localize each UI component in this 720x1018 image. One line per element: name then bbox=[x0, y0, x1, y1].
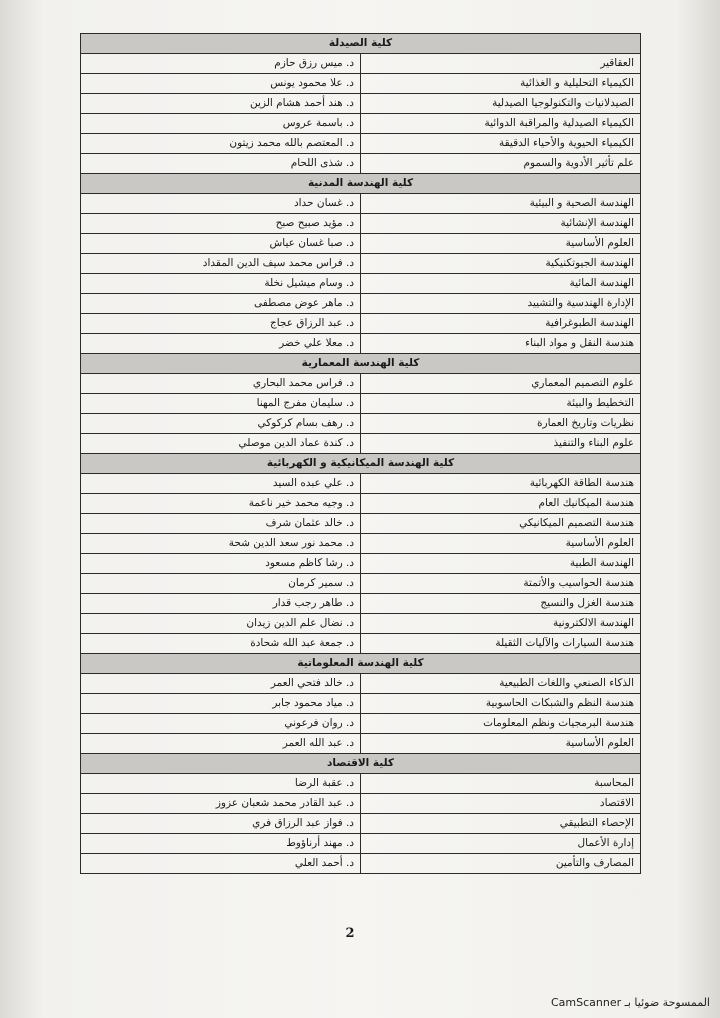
person-cell: د. شذى اللحام bbox=[81, 154, 361, 174]
department-cell: الهندسة الإنشائية bbox=[361, 214, 641, 234]
person-cell: د. نضال علم الدين زيدان bbox=[81, 614, 361, 634]
department-cell: الهندسة الالكترونية bbox=[361, 614, 641, 634]
table-row bbox=[81, 254, 641, 274]
person-cell: د. عبد الله العمر bbox=[81, 734, 361, 754]
person-cell: د. هند أحمد هشام الزين bbox=[81, 94, 361, 114]
department-cell: المحاسبة bbox=[361, 774, 641, 794]
person-cell: د. المعتصم بالله محمد زيتون bbox=[81, 134, 361, 154]
table-row bbox=[81, 854, 641, 874]
table-row bbox=[81, 414, 641, 434]
person-cell: د. ماهر عوض مصطفى bbox=[81, 294, 361, 314]
table-row bbox=[81, 314, 641, 334]
department-cell: الكيمياء التحليلية و الغذائية bbox=[361, 74, 641, 94]
table-row bbox=[81, 614, 641, 634]
person-cell: د. فراس محمد البحاري bbox=[81, 374, 361, 394]
person-cell: د. عبد الرزاق عجاج bbox=[81, 314, 361, 334]
table-row bbox=[81, 734, 641, 754]
person-cell: د. عقبة الرضا bbox=[81, 774, 361, 794]
table-row bbox=[81, 554, 641, 574]
person-cell: د. روان فرعوني bbox=[81, 714, 361, 734]
department-cell: إدارة الأعمال bbox=[361, 834, 641, 854]
department-cell: علوم البناء والتنفيذ bbox=[361, 434, 641, 454]
department-cell: علم تأثير الأدوية والسموم bbox=[361, 154, 641, 174]
person-cell: د. وسام ميشيل نخلة bbox=[81, 274, 361, 294]
table-row bbox=[81, 334, 641, 354]
table-row bbox=[81, 674, 641, 694]
table-row bbox=[81, 694, 641, 714]
department-cell: هندسة الميكانيك العام bbox=[361, 494, 641, 514]
section-header-row bbox=[81, 354, 641, 374]
department-cell: هندسة النقل و مواد البناء bbox=[361, 334, 641, 354]
table-row bbox=[81, 94, 641, 114]
department-cell: هندسة البرمجيات ونظم المعلومات bbox=[361, 714, 641, 734]
section-title: كلية الهندسة المعلوماتية bbox=[81, 654, 641, 674]
section-header-row bbox=[81, 754, 641, 774]
person-cell: د. علي عبده السيد bbox=[81, 474, 361, 494]
section-title: كلية الهندسة المعمارية bbox=[81, 354, 641, 374]
table-row bbox=[81, 434, 641, 454]
person-cell: د. علا محمود يونس bbox=[81, 74, 361, 94]
person-cell: د. طاهر رجب قدار bbox=[81, 594, 361, 614]
table-row bbox=[81, 194, 641, 214]
department-cell: هندسة الطاقة الكهربائية bbox=[361, 474, 641, 494]
table-row bbox=[81, 134, 641, 154]
table-row bbox=[81, 594, 641, 614]
person-cell: د. غسان حداد bbox=[81, 194, 361, 214]
table-row bbox=[81, 574, 641, 594]
department-cell: هندسة النظم والشبكات الحاسوبية bbox=[361, 694, 641, 714]
section-header-row bbox=[81, 454, 641, 474]
person-cell: د. أحمد العلي bbox=[81, 854, 361, 874]
page-number: 2 bbox=[345, 926, 355, 941]
table-row bbox=[81, 54, 641, 74]
person-cell: د. وجيه محمد خير ناعمة bbox=[81, 494, 361, 514]
department-cell: الكيمياء الصيدلية والمراقبة الدوائية bbox=[361, 114, 641, 134]
table-row bbox=[81, 514, 641, 534]
table-row bbox=[81, 274, 641, 294]
table-row bbox=[81, 394, 641, 414]
section-header-row bbox=[81, 654, 641, 674]
table-row bbox=[81, 814, 641, 834]
table-row bbox=[81, 114, 641, 134]
department-cell: هندسة الغزل والنسيج bbox=[361, 594, 641, 614]
department-cell: هندسة السيارات والآليات الثقيلة bbox=[361, 634, 641, 654]
department-cell: الكيمياء الحيوية والأحياء الدقيقة bbox=[361, 134, 641, 154]
section-title: كلية الهندسة المدنية bbox=[81, 174, 641, 194]
table-row bbox=[81, 634, 641, 654]
department-cell: الهندسة الصحية و البيئية bbox=[361, 194, 641, 214]
person-cell: د. رهف بسام كركوكي bbox=[81, 414, 361, 434]
section-header-row bbox=[81, 34, 641, 54]
camscanner-watermark: الممسوحة ضوئيا بـ CamScanner bbox=[550, 996, 710, 1009]
department-cell: الاقتصاد bbox=[361, 794, 641, 814]
table-row bbox=[81, 294, 641, 314]
table-row bbox=[81, 74, 641, 94]
table-row bbox=[81, 714, 641, 734]
person-cell: د. مهند أرناؤوط bbox=[81, 834, 361, 854]
department-cell: الهندسة المائية bbox=[361, 274, 641, 294]
person-cell: د. معلا علي خضر bbox=[81, 334, 361, 354]
department-cell: الهندسة الطبية bbox=[361, 554, 641, 574]
department-cell: العلوم الأساسية bbox=[361, 234, 641, 254]
person-cell: د. جمعة عبد الله شحادة bbox=[81, 634, 361, 654]
person-cell: د. كندة عماد الدين موصلي bbox=[81, 434, 361, 454]
table-body bbox=[81, 34, 641, 874]
person-cell: د. سمير كرمان bbox=[81, 574, 361, 594]
person-cell: د. صبا غسان عياش bbox=[81, 234, 361, 254]
person-cell: د. فراس محمد سيف الدين المقداد bbox=[81, 254, 361, 274]
section-title: كلية الهندسة الميكانيكية و الكهربائية bbox=[81, 454, 641, 474]
department-cell: علوم التصميم المعماري bbox=[361, 374, 641, 394]
person-cell: د. رشا كاظم مسعود bbox=[81, 554, 361, 574]
department-cell: العلوم الأساسية bbox=[361, 534, 641, 554]
department-cell: الصيدلانيات والتكنولوجيا الصيدلية bbox=[361, 94, 641, 114]
department-cell: الذكاء الصنعي واللغات الطبيعية bbox=[361, 674, 641, 694]
department-cell: التخطيط والبيئة bbox=[361, 394, 641, 414]
department-cell: الهندسة الطبوغرافية bbox=[361, 314, 641, 334]
person-cell: د. خالد عثمان شرف bbox=[81, 514, 361, 534]
table-row bbox=[81, 794, 641, 814]
section-title: كلية الصيدلة bbox=[81, 34, 641, 54]
table-row bbox=[81, 474, 641, 494]
person-cell: د. عبد القادر محمد شعبان عزوز bbox=[81, 794, 361, 814]
department-cell: هندسة الحواسيب والأتمتة bbox=[361, 574, 641, 594]
person-cell: د. مؤيد صبيح صبح bbox=[81, 214, 361, 234]
person-cell: د. ميس رزق حازم bbox=[81, 54, 361, 74]
department-cell: الهندسة الجيوتكنيكية bbox=[361, 254, 641, 274]
department-cell: الإحصاء التطبيقي bbox=[361, 814, 641, 834]
section-header-row bbox=[81, 174, 641, 194]
table-row bbox=[81, 214, 641, 234]
department-cell: العقاقير bbox=[361, 54, 641, 74]
table-row bbox=[81, 774, 641, 794]
table-row bbox=[81, 154, 641, 174]
table-row bbox=[81, 494, 641, 514]
department-cell: هندسة التصميم الميكانيكي bbox=[361, 514, 641, 534]
section-title: كلية الاقتصاد bbox=[81, 754, 641, 774]
department-cell: المصارف والتأمين bbox=[361, 854, 641, 874]
person-cell: د. محمد نور سعد الدين شحة bbox=[81, 534, 361, 554]
faculty-department-table bbox=[80, 33, 641, 874]
table-row bbox=[81, 234, 641, 254]
person-cell: د. فواز عبد الرزاق فري bbox=[81, 814, 361, 834]
table-row bbox=[81, 534, 641, 554]
person-cell: د. باسمة عروس bbox=[81, 114, 361, 134]
person-cell: د. خالد فتحي العمر bbox=[81, 674, 361, 694]
person-cell: د. مياد محمود جابر bbox=[81, 694, 361, 714]
department-cell: نظريات وتاريخ العمارة bbox=[361, 414, 641, 434]
department-cell: العلوم الأساسية bbox=[361, 734, 641, 754]
person-cell: د. سليمان مفرج المهنا bbox=[81, 394, 361, 414]
table-row bbox=[81, 374, 641, 394]
department-cell: الإدارة الهندسية والتشييد bbox=[361, 294, 641, 314]
table-row bbox=[81, 834, 641, 854]
